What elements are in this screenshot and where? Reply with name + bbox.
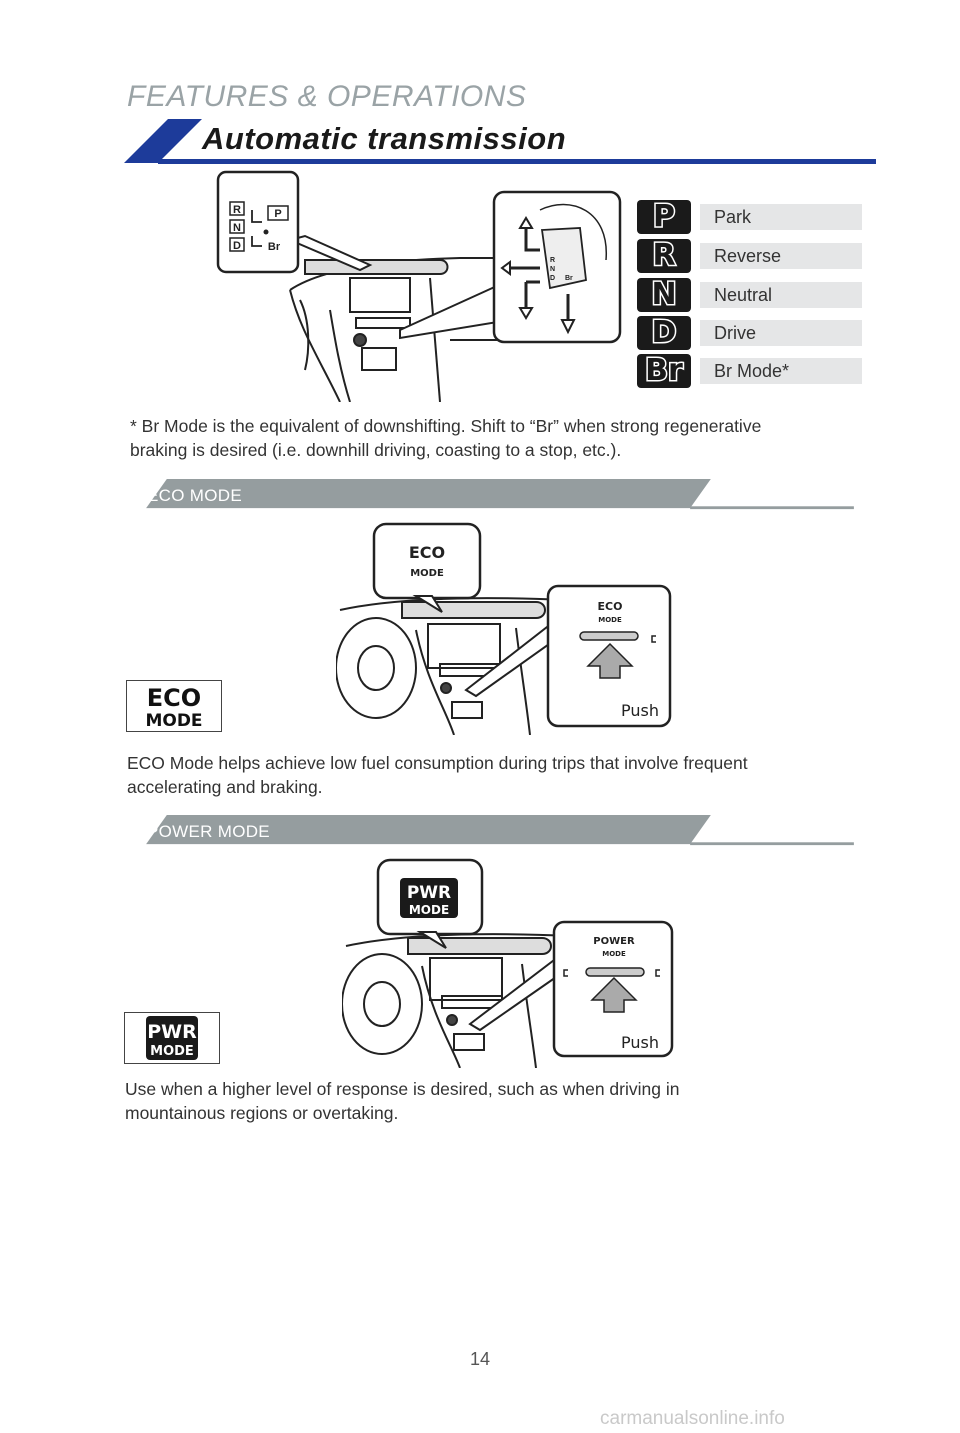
- power-mode-illustration: [342, 856, 682, 1068]
- eco-mode-tab-label: ECO MODE: [147, 486, 242, 505]
- gear-label: Reverse: [700, 243, 862, 269]
- power-mode-tab-label: POWER MODE: [147, 822, 270, 841]
- br-mode-footnote: [130, 414, 761, 462]
- power-icon-top: PWR: [147, 1021, 197, 1043]
- gear-legend-drive: [637, 316, 863, 350]
- gear-legend-br-mode: [637, 354, 863, 388]
- page-heading: Automatic transmission: [202, 121, 567, 156]
- gear-legend-reverse: [637, 239, 863, 273]
- gear-label: Neutral: [700, 282, 862, 308]
- gear-label: Br Mode*: [700, 358, 862, 384]
- gear-br-icon: Br: [637, 354, 691, 388]
- eco-callout-bottom: MODE: [410, 568, 444, 579]
- power-button-bottom: MODE: [602, 950, 626, 958]
- eco-description-line: ECO Mode helps achieve low fuel consumption during trips that involve frequent: [127, 753, 748, 773]
- gear-neutral-icon: N: [637, 278, 691, 312]
- gear-park-icon: P: [637, 200, 691, 234]
- lever-letter-n: N: [550, 266, 556, 273]
- eco-mode-description: [127, 751, 748, 799]
- eco-description-line: accelerating and braking.: [127, 777, 323, 797]
- eco-callout-top: ECO: [408, 543, 446, 562]
- power-icon-bottom: MODE: [150, 1044, 194, 1059]
- power-callout-top: PWR: [406, 883, 452, 903]
- gear-legend-park: [637, 200, 863, 234]
- power-mode-icon: [124, 1012, 220, 1064]
- indicator-letter-p: P: [274, 208, 282, 220]
- shift-lever-illustration: [210, 170, 630, 402]
- lever-letter-d: D: [550, 275, 556, 282]
- eco-button-bottom: MODE: [598, 616, 622, 624]
- indicator-letter-br: Br: [267, 241, 281, 253]
- power-description-line: mountainous regions or overtaking.: [125, 1103, 399, 1123]
- eco-icon-bottom: MODE: [145, 711, 203, 731]
- page-number: 14: [469, 1349, 491, 1369]
- eco-mode-icon: [126, 680, 222, 732]
- watermark: carmanualsonline.info: [600, 1408, 785, 1429]
- gear-label: Park: [700, 204, 862, 230]
- gear-legend-neutral: [637, 278, 863, 312]
- power-push-label: Push: [621, 1033, 659, 1052]
- eco-button-top: ECO: [597, 600, 623, 613]
- indicator-letter-d: D: [233, 240, 241, 252]
- footnote-line: * Br Mode is the equivalent of downshifting. Shift to “Br” when strong regenerative: [130, 416, 762, 436]
- power-mode-description: [125, 1077, 679, 1125]
- gear-label: Drive: [700, 320, 862, 346]
- gear-reverse-icon: R: [637, 239, 691, 273]
- eco-mode-illustration: [336, 520, 676, 735]
- eco-push-label: Push: [621, 701, 659, 720]
- power-callout-bottom: MODE: [408, 903, 450, 917]
- indicator-letter-r: R: [233, 204, 241, 216]
- footnote-line: braking is desired (i.e. downhill driving, coasting to a stop, etc.).: [130, 440, 622, 460]
- indicator-letter-n: N: [233, 222, 241, 234]
- lever-letter-r: R: [550, 257, 556, 264]
- section-title: FEATURES & OPERATIONS: [127, 80, 527, 113]
- power-button-top: POWER: [593, 936, 635, 947]
- gear-drive-icon: D: [637, 316, 691, 350]
- eco-icon-top: ECO: [146, 684, 202, 712]
- power-description-line: Use when a higher level of response is desired, such as when driving in: [125, 1079, 680, 1099]
- lever-letter-br: Br: [565, 275, 573, 282]
